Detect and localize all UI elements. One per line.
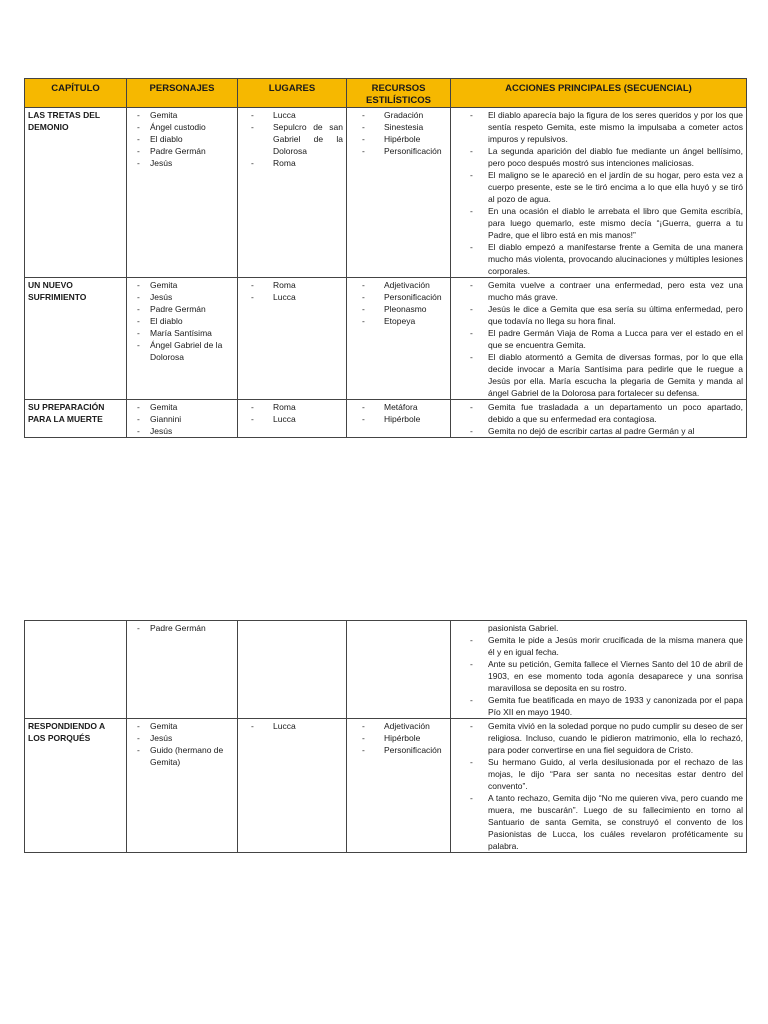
accion-item: - El maligno se le apareció en el jardín de su hogar, pero esta vez a cuerpo presente, este se le tiró encima a lo que ella huyó y se tiró al pozo de agua. — [454, 169, 743, 205]
personajes-cell — [127, 719, 238, 853]
recurso-item: - Personificación — [350, 145, 447, 157]
table-row — [25, 108, 747, 278]
personaje-item: - Jesús — [130, 157, 234, 169]
personaje-item-list — [130, 622, 234, 634]
lugar-item: - Lucca — [241, 413, 343, 425]
recurso-item: - Gradación — [350, 109, 447, 121]
accion-item: - Gemita no dejó de escribir cartas al padre Germán y al — [454, 425, 743, 437]
personajes-cell — [127, 621, 238, 719]
accion-item: - Su hermano Guido, al verla desilusionada por el rechazo de las mojas, le dijo “Para ser santa no necesitas estar dentro del convento”. — [454, 756, 743, 792]
recursos-cell — [347, 400, 451, 438]
recurso-item: - Personificación — [350, 291, 447, 303]
accion-item: - Gemita le pide a Jesús morir crucificada de la misma manera que él y en igual fecha. — [454, 634, 743, 658]
acciones-cell — [451, 278, 747, 400]
chapter-cell — [25, 108, 127, 278]
header-personajes: PERSONAJES — [127, 79, 238, 108]
personaje-item: - María Santísima — [130, 327, 234, 339]
recurso-item: - Adjetivación — [350, 279, 447, 291]
chapter-title: UN NUEVO SUFRIMIENTO — [28, 280, 87, 302]
personaje-item: - Ángel Gabriel de la Dolorosa — [130, 339, 234, 363]
header-row — [25, 79, 747, 108]
table-body-top — [25, 108, 747, 438]
lugares-cell — [238, 278, 347, 400]
accion-item-list — [454, 109, 743, 277]
personaje-item-list — [130, 720, 234, 768]
accion-item: - El padre Germán Viaja de Roma a Lucca para ver el estado en el que se encuentra Gemita. — [454, 327, 743, 351]
personaje-item: - El diablo — [130, 315, 234, 327]
lugar-item: - Lucca — [241, 109, 343, 121]
lugar-item-list — [241, 401, 343, 425]
recurso-item: - Adjetivación — [350, 720, 447, 732]
accion-continuation: pasionista Gabriel. — [488, 623, 559, 633]
lugar-item: - Lucca — [241, 720, 343, 732]
header-acciones: ACCIONES PRINCIPALES (SECUENCIAL) — [451, 79, 747, 108]
recurso-item: - Pleonasmo — [350, 303, 447, 315]
acciones-cell — [451, 719, 747, 853]
lugar-item-list — [241, 109, 343, 169]
accion-item: - Gemita vuelve a contraer una enfermedad, pero esta vez una mucho más grave. — [454, 279, 743, 303]
acciones-cell — [451, 621, 747, 719]
recurso-item-list — [350, 401, 447, 425]
personaje-item-list — [130, 109, 234, 169]
chapter-cell — [25, 400, 127, 438]
recurso-item: - Etopeya — [350, 315, 447, 327]
personaje-item: - Gemita — [130, 401, 234, 413]
recursos-cell — [347, 108, 451, 278]
recurso-item: - Sinestesia — [350, 121, 447, 133]
personajes-cell — [127, 400, 238, 438]
personajes-cell — [127, 278, 238, 400]
lugares-cell — [238, 108, 347, 278]
recurso-item-list — [350, 279, 447, 327]
accion-item: - El diablo atormentó a Gemita de diversas formas, por lo que ella decide invocar a María Santísima para pedirle que le ruegue a Jesús por ella. María escucha la plegaria de Gemita y manda al ángel Gabriel de la Dolorosa para fortalecer su defensa. — [454, 351, 743, 399]
personaje-item: - Padre Germán — [130, 622, 234, 634]
accion-item: - Gemita fue trasladada a un departamento un poco apartado, debido a que su enfermedad era contagiosa. — [454, 401, 743, 425]
lugares-cell — [238, 621, 347, 719]
lugares-cell — [238, 400, 347, 438]
recurso-item: - Metáfora — [350, 401, 447, 413]
personaje-item: - Padre Germán — [130, 145, 234, 157]
chapter-title: LAS TRETAS DEL DEMONIO — [28, 110, 100, 132]
personaje-item: - Gemita — [130, 279, 234, 291]
summary-table-bottom — [24, 620, 747, 853]
lugares-cell — [238, 719, 347, 853]
summary-table-top — [24, 78, 747, 438]
lugar-item: - Lucca — [241, 291, 343, 303]
personaje-item-list — [130, 279, 234, 363]
chapter-title: SU PREPARACIÓN PARA LA MUERTE — [28, 402, 105, 424]
accion-item-list — [454, 401, 743, 437]
recurso-item: - Hipérbole — [350, 133, 447, 145]
recursos-cell — [347, 719, 451, 853]
chapter-cell — [25, 621, 127, 719]
chapter-cell — [25, 278, 127, 400]
accion-item: - Gemita fue beatificada en mayo de 1933 y canonizada por el papa Pío XII en mayo 1940. — [454, 694, 743, 718]
recursos-cell — [347, 278, 451, 400]
personaje-item: - Gemita — [130, 720, 234, 732]
table-row — [25, 621, 747, 719]
header-lugares: LUGARES — [238, 79, 347, 108]
accion-item: - Jesús le dice a Gemita que esa sería su última enfermedad, pero que todavía no llega su hora final. — [454, 303, 743, 327]
chapter-cell — [25, 719, 127, 853]
accion-item-list — [454, 720, 743, 852]
accion-item: - El diablo empezó a manifestarse frente a Gemita de una manera mucho más violenta, provocando alucinaciones y múltiples lesiones corporales. — [454, 241, 743, 277]
recurso-item: - Personificación — [350, 744, 447, 756]
personaje-item: - Jesús — [130, 425, 234, 437]
personajes-cell — [127, 108, 238, 278]
accion-item: - La segunda aparición del diablo fue mediante un ángel bellísimo, pero poco después mostró sus intenciones maliciosas. — [454, 145, 743, 169]
table-body-bottom — [25, 621, 747, 853]
table-row — [25, 400, 747, 438]
header-recursos: RECURSOS ESTILÍSTICOS — [347, 79, 451, 108]
accion-item-list — [454, 279, 743, 399]
table-row — [25, 278, 747, 400]
accion-item: - Ante su petición, Gemita fallece el Viernes Santo del 10 de abril de 1903, en ese momento toda agonía desaparece y una sonrisa maravillosa se deposita en su rostro. — [454, 658, 743, 694]
personaje-item: - Jesús — [130, 732, 234, 744]
personaje-item: - El diablo — [130, 133, 234, 145]
personaje-item: - Guido (hermano de Gemita) — [130, 744, 234, 768]
accion-item: - Gemita vivió en la soledad porque no pudo cumplir su deseo de ser religiosa. Incluso, cuando le pidieron matrimonio, ella lo rechazó, para poder convertirse en una fiel seguidora de Cristo. — [454, 720, 743, 756]
acciones-cell — [451, 400, 747, 438]
header-capitulo: CAPÍTULO — [25, 79, 127, 108]
personaje-item-list — [130, 401, 234, 437]
table-row — [25, 719, 747, 853]
accion-item-list — [454, 634, 743, 718]
recurso-item-list — [350, 109, 447, 157]
personaje-item: - Ángel custodio — [130, 121, 234, 133]
personaje-item: - Jesús — [130, 291, 234, 303]
personaje-item: - Gemita — [130, 109, 234, 121]
accion-item: - En una ocasión el diablo le arrebata el libro que Gemita escribía, para luego quemarlo, este mismo decía “¡Guerra, guerra a tu Padre, que el libro está en mis manos!” — [454, 205, 743, 241]
recurso-item: - Hipérbole — [350, 732, 447, 744]
lugar-item-list — [241, 720, 343, 732]
lugar-item: - Roma — [241, 401, 343, 413]
lugar-item: - Roma — [241, 157, 343, 169]
chapter-title: RESPONDIENDO A LOS PORQUÉS — [28, 721, 105, 743]
lugar-item-list — [241, 279, 343, 303]
lugar-item: - Sepulcro de san Gabriel de la Dolorosa — [241, 121, 343, 157]
accion-item: - El diablo aparecía bajo la figura de los seres queridos y por los que sentía respeto Gemita, este mismo la impulsaba a cometer actos impuros y repulsivos. — [454, 109, 743, 145]
recurso-item-list — [350, 720, 447, 756]
acciones-cell — [451, 108, 747, 278]
accion-item: - A tanto rechazo, Gemita dijo “No me quieren viva, pero cuando me muera, me buscarán”. Luego de su fallecimiento en torno al Santuario de santa Gemita, se construyó el convento de los Pasionistas de Lucca, los cuáles revelaron proféticamente su palabra. — [454, 792, 743, 852]
personaje-item: - Giannini — [130, 413, 234, 425]
personaje-item: - Padre Germán — [130, 303, 234, 315]
lugar-item: - Roma — [241, 279, 343, 291]
recursos-cell — [347, 621, 451, 719]
recurso-item: - Hipérbole — [350, 413, 447, 425]
